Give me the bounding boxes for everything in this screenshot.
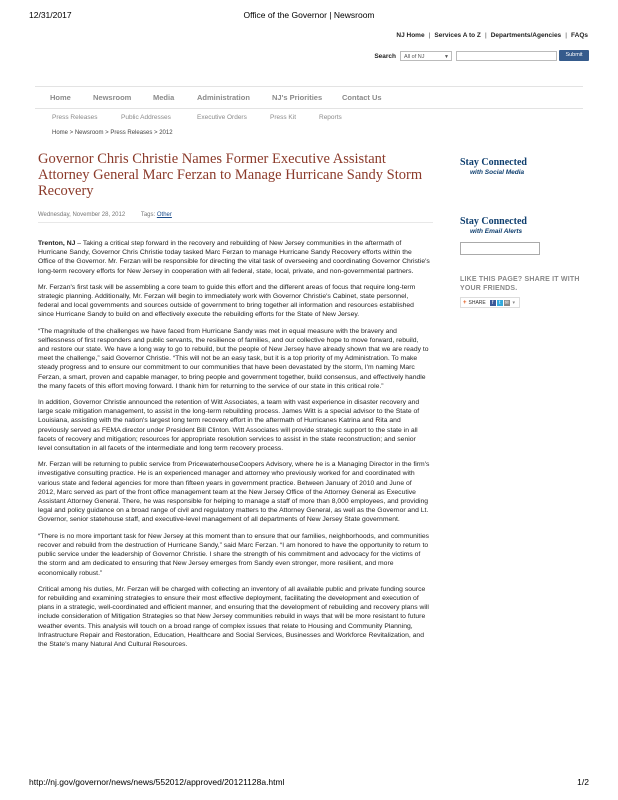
print-date: 12/31/2017 — [29, 10, 72, 20]
share-prompt: LIKE THIS PAGE? SHARE IT WITH YOUR FRIENDS. — [460, 276, 580, 292]
search-label: Search — [374, 53, 396, 60]
dateline: Trenton, NJ — [38, 240, 76, 247]
subnav-public-addresses[interactable]: Public Addresses — [121, 114, 171, 121]
search-submit-button[interactable]: Submit — [559, 50, 589, 61]
plus-icon: + — [463, 299, 467, 306]
email-alerts-link[interactable]: with Email Alerts — [470, 228, 523, 235]
article-meta — [38, 212, 172, 218]
share-label: SHARE — [468, 299, 486, 306]
print-url: http://nj.gov/governor/news/news/552012/approved/20121128a.html — [29, 777, 285, 787]
subnav-press-kit[interactable]: Press Kit — [270, 114, 297, 121]
chevron-down-icon: ▼ — [444, 54, 449, 60]
top-link-departments[interactable]: Departments/Agencies — [490, 32, 562, 39]
subnav-reports[interactable]: Reports — [319, 114, 342, 121]
print-page-number: 1/2 — [577, 777, 589, 787]
top-link-nj-home[interactable]: NJ Home — [396, 32, 425, 39]
article-body — [38, 239, 430, 656]
top-link-faqs[interactable]: FAQs — [571, 32, 588, 39]
search-scope-select[interactable]: All of NJ ▼ — [400, 51, 452, 61]
share-button[interactable] — [460, 297, 520, 308]
email-input[interactable] — [460, 242, 540, 255]
paragraph: Critical among his duties, Mr. Ferzan will be charged with collecting an inventory of all available public and private funding source for rebuilding and examining strategies to ensure their most effective deployment, facilitating the development and execution of plans in a strategic, well-coordinated and efficient manner, and ensuring that the development of rebuilding and recovery plans will include consideration of Mitigation Strategies so that New Jersey communities rebuild in ways that will be more resistant to future weather events. This analysis will touch on a broad range of complex issues that relate to Housing and Community Planning, Infrastructure Repair and Restoration, Education, Healthcare and Social Services, Businesses and Workforce Revitalization, and the State's many Natural And Cultural Resources. — [38, 585, 429, 648]
search-input[interactable] — [456, 51, 557, 61]
print-page-title: Office of the Governor | Newsroom — [243, 10, 375, 20]
nav-newsroom[interactable]: Newsroom — [93, 93, 132, 102]
facebook-icon: f — [490, 300, 496, 306]
breadcrumb[interactable]: Home > Newsroom > Press Releases > 2012 — [52, 130, 173, 136]
nav-home[interactable]: Home — [50, 93, 71, 102]
nav-media[interactable]: Media — [153, 93, 175, 102]
email-icon: ✉ — [504, 299, 509, 306]
tags-label: Tags: — [140, 212, 156, 218]
top-links: NJ Home | Services A to Z | Departments/Agencies | FAQs — [396, 32, 588, 39]
stay-connected-title: Stay Connected — [460, 216, 527, 227]
subnav-executive-orders[interactable]: Executive Orders — [197, 114, 247, 121]
stay-connected-title: Stay Connected — [460, 157, 527, 168]
nav-contact-us[interactable]: Contact Us — [342, 93, 382, 102]
nav-administration[interactable]: Administration — [197, 93, 250, 102]
tag-link[interactable]: Other — [156, 212, 172, 218]
nav-nj-priorities[interactable]: NJ's Priorities — [272, 93, 323, 102]
paragraph: In addition, Governor Christie announced the retention of Witt Associates, a team with vast experience in disaster recovery and large scale mitigation management, to assist in the long-term rebuilding process. James Witt is a special advisor to the State of Louisiana, assisting with the nation's largest long term recovery effort in the aftermath of Hurricanes Katrina and Rita and previously served as FEMA director under President Bill Clinton. Witt Associates will provide strategic support to the state in all facets of recovery and mitigation; resources for appropriate resolution services to assist in the state reconstruction; and senior level consultation in all facets of the intermediate and long term recovery process. — [38, 399, 420, 453]
stay-connected-email — [460, 216, 540, 255]
article-date: Wednesday, November 28, 2012 — [38, 212, 126, 218]
twitter-icon: t — [497, 300, 503, 306]
subnav-press-releases[interactable]: Press Releases — [52, 114, 98, 121]
social-media-link[interactable]: with Social Media — [470, 169, 525, 176]
paragraph: Mr. Ferzan will be returning to public service from PricewaterhouseCoopers Advisory, where he is a Managing Director in the firm's investigative consulting practice. He is an experienced manager and attorney who previously worked for and coordinated with various state and federal agencies for more than fifteen years in government practice. Between January of 2010 and June of 2012, Marc served as part of the front office management team at the New Jersey Office of the Attorney General as Executive Assistant Attorney General. There, he was responsible for helping to manage a staff of more than 8,000 employees, and providing legal and policy guidance on a broad range of civil and regulatory matters to the Attorney General, as well as the Governor and Lt. Governor, senior statehouse staff, and executive-level management of all departments of New Jersey State government. — [38, 461, 430, 524]
stay-connected-social — [460, 157, 527, 177]
chevron-down-icon: ▾ — [512, 299, 515, 306]
page-title: Governor Chris Christie Names Former Executive Assistant Attorney General Marc Ferzan to Manage Hurricane Sandy Storm Recovery — [38, 151, 423, 199]
paragraph: Mr. Ferzan's first task will be assembling a core team to guide this effort and the different areas of focus that require long-term strategic planning. Additionally, Mr. Ferzan will begin to immediately work with Governor Christie's Cabinet, state personnel, federal and local governments and sources outside of government to bring together all information and resources established since Hurricane Sandy to build on and effectively execute the rebuilding efforts for the State of New Jersey. — [38, 283, 416, 319]
main-nav — [35, 86, 583, 109]
paragraph: “The magnitude of the challenges we have faced from Hurricane Sandy was met in equal measure with the bravery and selflessness of first responders and public servants, the resilience of families, and our collective hope to move forward, rebuild, and restore our state. We have a long way to go to rebuild, but the people of New Jersey have already shown that we are ready to meet the challenge,” said Governor Christie. “This will not be an easy task, but it is a top priority of my Administration. To make steady progress and to ensure our commitment to our communities that have been devastated by the storm, I'm naming Marc Ferzan, a smart, proven and capable manager, to bring people and government together, build consensus, and effectively handle the many facets of this effort moving forward. I thank him for returning to the service of our state in this critical role.” — [38, 327, 429, 390]
paragraph: Trenton, NJ – Taking a critical step forward in the recovery and rebuilding of New Jersey communities in the aftermath of Hurricane Sandy, Governor Chris Christie today tasked Marc Ferzan to manage Hurricane Sandy Recovery efforts within the Office of the Governor. Mr. Ferzan will be responsible for directing the vital task of overseeing and coordinating Governor Christie's long-term recovery efforts for New Jersey in cooperation with all federal, state, local, private, and non-governmental partners. — [38, 240, 430, 275]
search-bar — [349, 51, 589, 63]
paragraph: “There is no more important task for New Jersey at this moment than to ensure that our families, neighborhoods, and communities recover and rebuild from the destruction of Hurricane Sandy,” said Marc Ferzan. “I am honored to have the opportunity to return to public service under the leadership of Governor Christie. I share the strength of his commitment and advocacy for the victims of the storm and am dedicated to ensuring that New Jersey emerges from Sandy even stronger, more resilient, and more economically robust.” — [38, 532, 430, 577]
divider — [38, 222, 433, 223]
top-link-services[interactable]: Services A to Z — [434, 32, 481, 39]
